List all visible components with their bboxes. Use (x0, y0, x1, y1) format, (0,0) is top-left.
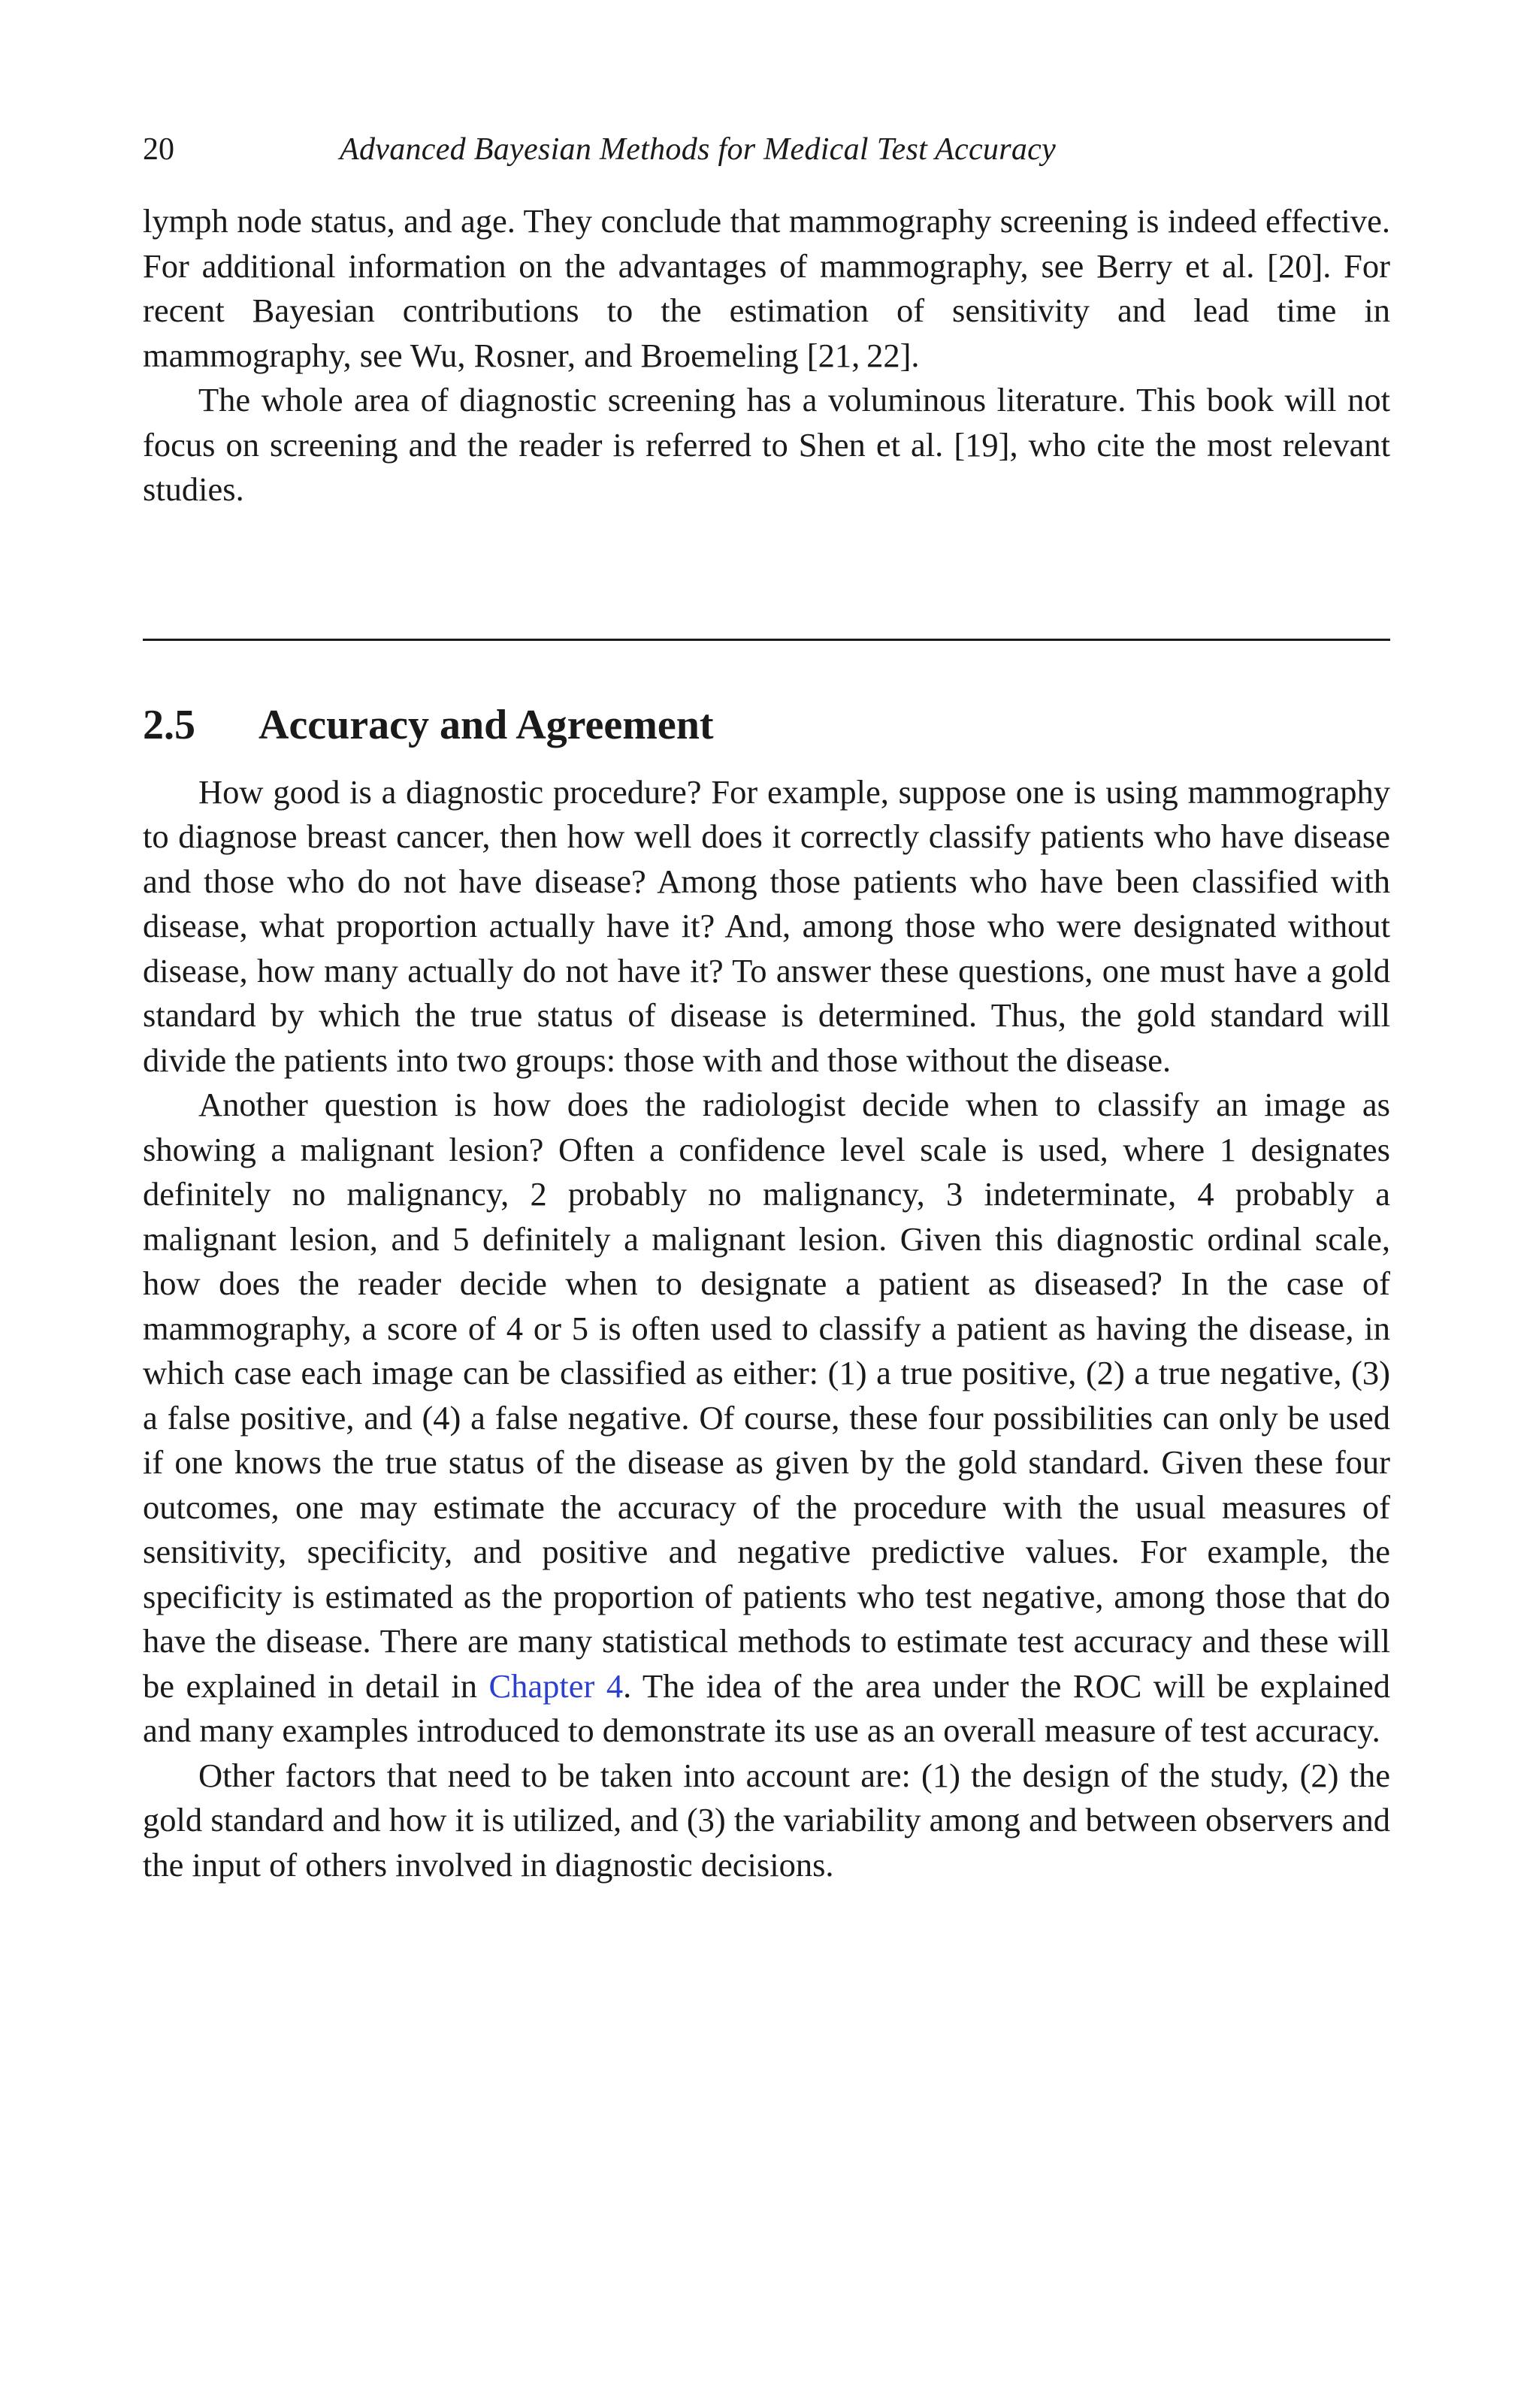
section-heading (143, 699, 1390, 751)
intro-paragraph-2: The whole area of diagnostic screening has a voluminous literature. This book will not focus on screening and the reader is referred to Shen et al. [19], who cite the most relevant studies. (143, 381, 1390, 508)
chapter-4-link[interactable]: Chapter 4 (488, 1666, 624, 1705)
page-number: 20 (143, 132, 174, 167)
section-paragraph-3: Other factors that need to be taken into account are: (1) the design of the study, (2) the gold standard and how it is utilized, and (3) the variability among and between observers and the input of others involved in diagnostic decisions. (143, 1756, 1390, 1884)
section-divider-rule (143, 639, 1390, 641)
section-title: Accuracy and Agreement (259, 701, 714, 748)
section-paragraph-2 (143, 1083, 1390, 1754)
book-page (143, 131, 1390, 1887)
section-paragraph-2-text-b: . The idea of the area under the ROC will be explained and many examples introduced to demonstrate its use as an overall measure of test accuracy. (143, 1666, 1390, 1749)
section-number: 2.5 (143, 701, 195, 748)
section-paragraph-2-text-a: Another question is how does the radiologist decide when to classify an image as showing a malignant lesion? Often a confidence level scale is used, where 1 designates definitely no malignancy, 2 probably no malignancy, 3 indeterminate, 4 probably a malignant lesion, and 5 definitely a malignant lesion. Given this diagnostic ordinal scale, how does the reader decide when to designate a patient as diseased? In the case of mammography, a score of 4 or 5 is often used to classify a patient as having the disease, in which case each image can be classified as either: (1) a true positive, (2) a true negative, (3) a false positive, and (4) a false negative. Of course, these four possibilities can only be used if one knows the true status of the disease as given by the gold standard. Given these four outcomes, one may estimate the accuracy of the procedure with the usual measures of sensitivity, specificity, and positive and negative predictive values. For example, the specificity is estimated as the proportion of patients who test negative, among those that do have the disease. There are many statistical methods to estimate test accuracy and these will be explained in detail in (143, 1086, 1390, 1705)
running-header (143, 131, 1390, 184)
section-paragraph-1: How good is a diagnostic procedure? For example, suppose one is using mammography to diagnose breast cancer, then how well does it correctly classify patients who have disease and those who do not have disease? Among those patients who have been classified with disease, what proportion actually have it? And, among those who were designated without disease, how many actually do not have it? To answer these questions, one must have a gold standard by which the true status of disease is determined. Thus, the gold standard will divide the patients into two groups: those with and those without the disease. (143, 772, 1390, 1079)
intro-paragraph-1: lymph node status, and age. They conclude that mammography screening is indeed effective. For additional information on the advantages of mammography, see Berry et al. [20]. For recent Bayesian contributions to the estimation of sensitivity and lead time in mammography, see Wu, Rosner, and Broemeling [21, 22]. (143, 202, 1390, 374)
running-title: Advanced Bayesian Methods for Medical Test Accuracy (340, 132, 1057, 167)
